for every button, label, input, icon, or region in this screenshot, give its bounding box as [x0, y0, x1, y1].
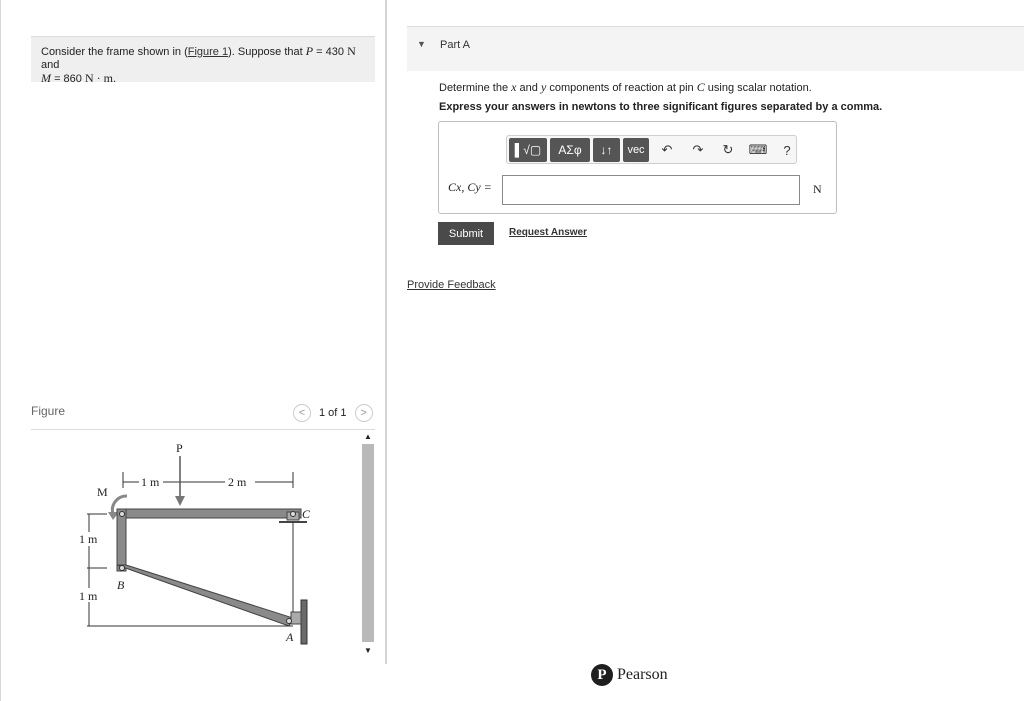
dim-label-2m: 2 m	[228, 475, 247, 489]
figure-divider	[31, 429, 375, 430]
scroll-up-icon[interactable]: ▲	[364, 432, 372, 441]
keyboard-icon[interactable]: ⌨	[748, 142, 768, 157]
previous-figure-button[interactable]: <	[293, 404, 311, 422]
diagonal-member	[117, 565, 293, 626]
pin-a	[287, 619, 292, 624]
left-border	[0, 0, 1, 701]
dim-label-1m-upper: 1 m	[79, 532, 98, 546]
figure-label: Figure	[31, 404, 66, 418]
answer-format-instruction: Express your answers in newtons to three significant figures separated by a comma.	[439, 101, 883, 113]
collapse-icon[interactable]: ▼	[417, 39, 426, 49]
submit-button[interactable]: Submit	[438, 222, 494, 245]
horizontal-member	[117, 509, 301, 518]
figure-link[interactable]: Figure 1	[187, 46, 229, 58]
redo-icon[interactable]: ↷	[692, 142, 704, 157]
part-title: Part A	[440, 39, 470, 51]
column-divider	[385, 0, 387, 664]
support-a-block	[291, 612, 301, 624]
answer-input[interactable]	[502, 175, 800, 205]
reset-icon[interactable]: ↻	[722, 142, 734, 157]
vertical-member	[117, 509, 126, 571]
figure-counter: 1 of 1	[319, 407, 347, 419]
vector-button[interactable]: vec	[623, 138, 649, 162]
pearson-wordmark: Pearson	[617, 666, 668, 683]
answer-box	[438, 121, 837, 214]
templates-button[interactable]: ▌√▢	[509, 138, 547, 162]
figure-scrollbar[interactable]	[362, 432, 374, 658]
corner-pin	[120, 512, 125, 517]
dim-label-1m-lower: 1 m	[79, 589, 98, 603]
moment-m-label: M	[97, 485, 108, 499]
dim-label-1m-top: 1 m	[141, 475, 160, 489]
question-text: Determine the x and y components of reaction at pin C using scalar notation.	[439, 80, 812, 94]
point-a-label: A	[286, 630, 294, 644]
part-a-header[interactable]	[407, 26, 1024, 71]
figure-navigation	[293, 404, 373, 422]
frame-diagram	[31, 432, 361, 658]
math-toolbar	[506, 135, 797, 164]
pearson-brand	[591, 664, 668, 686]
request-answer-link[interactable]: Request Answer	[509, 227, 587, 238]
unit-label: N	[813, 182, 822, 196]
point-c-label: C	[302, 507, 311, 521]
pearson-logo-icon: P	[591, 664, 613, 686]
force-p-arrowhead	[175, 496, 185, 506]
wall-a	[301, 600, 307, 644]
point-b-label: B	[117, 578, 125, 592]
problem-statement: Consider the frame shown in (Figure 1). Suppose that P = 430 N and M = 860 N · m.	[31, 36, 375, 82]
p-symbol: P	[305, 44, 314, 58]
next-figure-button[interactable]: >	[355, 404, 373, 422]
undo-icon[interactable]: ↶	[661, 142, 673, 157]
force-p-label: P	[176, 441, 183, 455]
provide-feedback-link[interactable]: Provide Feedback	[407, 279, 496, 291]
pin-b	[120, 566, 125, 571]
scroll-thumb[interactable]	[362, 444, 374, 642]
figure-image	[31, 432, 361, 658]
answer-variable-label: Cx, Cy =	[448, 180, 492, 194]
help-icon[interactable]: ?	[783, 142, 791, 158]
m-symbol: M	[41, 71, 51, 85]
scroll-down-icon[interactable]: ▼	[364, 646, 372, 655]
greek-letters-button[interactable]: ΑΣφ	[550, 138, 590, 162]
arrows-button[interactable]: ↓↑	[593, 138, 620, 162]
pin-c	[291, 512, 296, 517]
